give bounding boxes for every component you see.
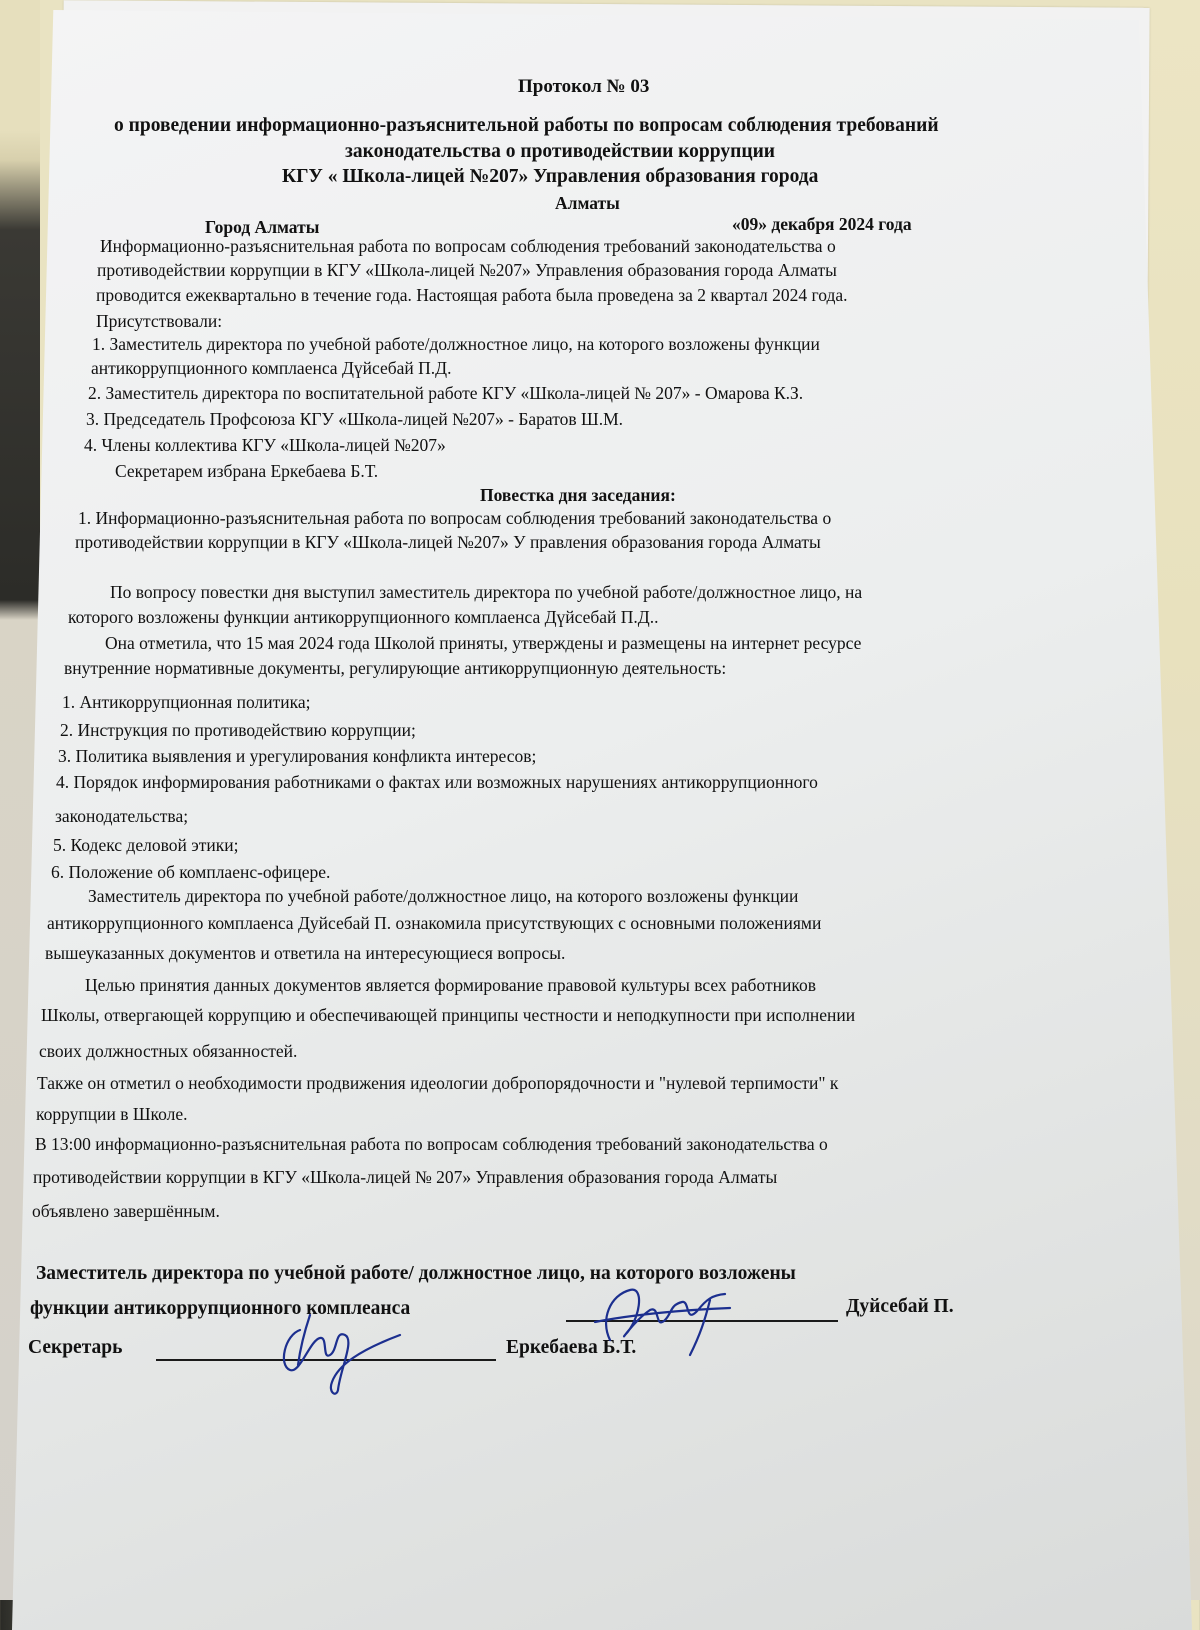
document-list-item: законодательства; [55,806,189,826]
secretary-elected: Секретарем избрана Еркебаева Б.Т. [115,461,379,481]
document-list-item: 3. Политика выявления и урегулирования конфликта интересов; [58,746,537,766]
body-line: которого возложены функции антикоррупционного комплаенса Дүйсебай П.Д.. [68,607,659,627]
secretary-label: Секретарь [28,1337,123,1358]
signatory-title: функции антикоррупционного комплеанса [30,1298,411,1319]
subtitle-line: законодательства о противодействии коррупции [345,141,776,162]
attendee-item: 3. Председатель Профсоюза КГУ «Школа-лицей №207» - Баратов Ш.М. [86,409,624,429]
document-list-item: 2. Инструкция по противодействию коррупции; [60,720,416,740]
body-line: вышеуказанных документов и ответила на интересующиеся вопросы. [45,943,566,963]
agenda-item: 1. Информационно-разъяснительная работа по вопросам соблюдения требований законодательства о [78,508,832,528]
body-line: своих должностных обязанностей. [39,1041,298,1061]
attendee-item: 1. Заместитель директора по учебной работе/должностное лицо, на которого возложены функции [92,334,820,354]
attendee-item: 2. Заместитель директора по воспитательной работе КГУ «Школа-лицей № 207» - Омарова К.З. [88,383,804,403]
intro-line: проводится ежеквартально в течение года. Настоящая работа была проведена за 2 квартал 2024 года. [96,285,848,305]
body-line: внутренние нормативные документы, регулирующие антикоррупционную деятельность: [64,658,727,678]
document-list-item: 1. Антикоррупционная политика; [62,692,311,712]
body-line: антикоррупционного комплаенса Дуйсебай П. ознакомила присутствующих с основными положениями [47,913,822,933]
signatory-title: Заместитель директора по учебной работе/ должностное лицо, на которого возложены [36,1263,796,1284]
document-list-item: 6. Положение об комплаенс-офицере. [51,862,331,882]
body-line: По вопросу повестки дня выступил заместитель директора по учебной работе/должностное лицо, на [110,582,863,602]
agenda-item: противодействии коррупции в КГУ «Школа-лицей №207» У правления образования города Алматы [75,532,821,552]
body-line: Школы, отвергающей коррупцию и обеспечивающей принципы честности и неподкупности при исполнении [41,1005,856,1025]
body-line: Целью принятия данных документов является формирование правовой культуры всех работников [85,975,816,995]
attendees-label: Присутствовали: [96,311,223,331]
subtitle-line: о проведении информационно-разъяснительной работы по вопросам соблюдения требований [114,115,939,136]
body-line: Заместитель директора по учебной работе/должностное лицо, на которого возложены функции [88,886,799,906]
body-line: Также он отметил о необходимости продвижения идеологии добропорядочности и "нулевой терпимости" к [37,1073,839,1093]
secretary-name: Еркебаева Б.Т. [506,1337,637,1358]
document-list-item: 5. Кодекс деловой этики; [53,835,239,855]
subtitle-line: Алматы [555,193,620,213]
handwritten-signature-secretary [270,1310,420,1400]
document-list-item: 4. Порядок информирования работниками о фактах или возможных нарушениях антикоррупционного [56,772,818,792]
agenda-heading: Повестка дня заседания: [480,485,676,505]
attendee-item: антикоррупционного комплаенса Дүйсебай П.Д. [91,358,452,378]
body-line: объявлено завершённым. [32,1201,220,1221]
body-line: В 13:00 информационно-разъяснительная работа по вопросам соблюдения требований законодательства о [35,1134,828,1154]
city-label: Город Алматы [205,217,320,237]
body-line: Она отметила, что 15 мая 2024 года Школой приняты, утверждены и размещены на интернет ресурсе [105,633,862,653]
intro-line: Информационно-разъяснительная работа по вопросам соблюдения требований законодательства о [100,236,836,256]
signatory-name: Дуйсебай П. [846,1296,954,1317]
document-date: «09» декабря 2024 года [732,214,912,234]
body-line: коррупции в Школе. [36,1104,188,1124]
document-title: Протокол № 03 [518,76,650,97]
handwritten-signature-deputy [590,1280,740,1360]
subtitle-line: КГУ « Школа-лицей №207» Управления образования города [282,166,819,187]
intro-line: противодействии коррупции в КГУ «Школа-лицей №207» Управления образования города Алматы [97,260,837,280]
body-line: противодействии коррупции в КГУ «Школа-лицей № 207» Управления образования города Алматы [33,1167,778,1187]
attendee-item: 4. Члены коллектива КГУ «Школа-лицей №207» [84,435,446,455]
